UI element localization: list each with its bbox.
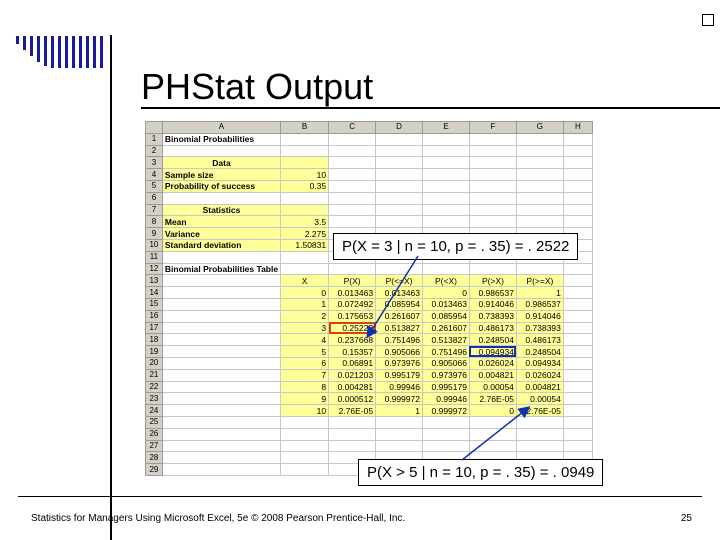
column-header-d[interactable]: D — [376, 122, 423, 134]
sheet-cell[interactable]: 0 — [469, 405, 516, 417]
row-header[interactable]: 27 — [146, 440, 163, 452]
callout-p-x-greater-5: P(X > 5 | n = 10, p = . 35) = . 0949 — [358, 459, 603, 486]
sheet-cell[interactable]: 0.513827 — [423, 334, 470, 346]
column-header-c[interactable]: C — [329, 122, 376, 134]
row-header[interactable]: 2 — [146, 145, 163, 157]
row-header[interactable]: 15 — [146, 298, 163, 310]
sheet-cell[interactable]: 2 — [281, 310, 329, 322]
arrow-to-p-gt-5 — [462, 408, 528, 460]
sheet-cell[interactable]: 6 — [281, 357, 329, 369]
sheet-cell[interactable]: 0.986537 — [516, 298, 563, 310]
sheet-cell[interactable]: 0.15357 — [329, 346, 376, 358]
sheet-cell[interactable]: 0.00054 — [516, 393, 563, 405]
sheet-cell[interactable]: 2.76E-05 — [516, 405, 563, 417]
sheet-cell[interactable]: 0.026024 — [516, 369, 563, 381]
sheet-cell[interactable]: 0.175653 — [329, 310, 376, 322]
sheet-cell[interactable]: 0.004281 — [329, 381, 376, 393]
row-header[interactable]: 19 — [146, 346, 163, 358]
column-header-b[interactable]: B — [281, 122, 329, 134]
row-header[interactable]: 6 — [146, 192, 163, 204]
sheet-cell[interactable]: 8 — [281, 381, 329, 393]
row-header[interactable]: 17 — [146, 322, 163, 334]
sheet-cell[interactable]: 0.072492 — [329, 298, 376, 310]
sheet-cell[interactable]: 5 — [281, 346, 329, 358]
row-header[interactable]: 5 — [146, 180, 163, 192]
sheet-cell[interactable]: 7 — [281, 369, 329, 381]
sheet-cell[interactable]: Binomial Probabilities — [162, 133, 280, 145]
sheet-cell[interactable]: 0.248504 — [516, 346, 563, 358]
row-header[interactable]: 21 — [146, 369, 163, 381]
footer-rule — [18, 496, 702, 497]
sheet-cell[interactable]: X — [281, 275, 329, 287]
sheet-cell[interactable]: 0.999972 — [376, 393, 423, 405]
row-header[interactable]: 26 — [146, 428, 163, 440]
sheet-cell[interactable]: 0.914046 — [469, 298, 516, 310]
sheet-cell[interactable]: 0.25222 — [329, 322, 376, 334]
sheet-cell[interactable]: 0.986537 — [469, 287, 516, 299]
sheet-cell[interactable]: 0.905066 — [376, 346, 423, 358]
sheet-cell[interactable]: 0.013463 — [423, 298, 470, 310]
sheet-cell[interactable]: 0.261607 — [423, 322, 470, 334]
row-header[interactable]: 29 — [146, 464, 163, 476]
sheet-cell[interactable]: 0.99946 — [376, 381, 423, 393]
row-header[interactable]: 22 — [146, 381, 163, 393]
sheet-cell[interactable]: Binomial Probabilities Table — [162, 263, 280, 275]
sheet-cell[interactable]: 0 — [281, 287, 329, 299]
sheet-cell[interactable]: 0.085954 — [376, 298, 423, 310]
sheet-cell[interactable]: 0.99946 — [423, 393, 470, 405]
sheet-cell[interactable]: 1 — [516, 287, 563, 299]
column-header-g[interactable]: G — [516, 122, 563, 134]
row-header[interactable]: 18 — [146, 334, 163, 346]
sheet-cell[interactable]: 1 — [376, 405, 423, 417]
sheet-cell[interactable]: 0.995179 — [376, 369, 423, 381]
sheet-cell[interactable]: 0.751496 — [423, 346, 470, 358]
sheet-cell[interactable]: 0.013463 — [376, 287, 423, 299]
sheet-cell[interactable]: P(<=X) — [376, 275, 423, 287]
sheet-cell[interactable]: Probability of success — [162, 180, 280, 192]
sheet-cell[interactable]: 4 — [281, 334, 329, 346]
sheet-cell[interactable]: 0.261607 — [376, 310, 423, 322]
sheet-cell[interactable]: 0.004821 — [516, 381, 563, 393]
sheet-cell[interactable]: 0.085954 — [423, 310, 470, 322]
sheet-cell[interactable]: Statistics — [162, 204, 280, 216]
slide-title: PHStat Output — [141, 66, 374, 107]
sheet-cell[interactable]: 0.513827 — [376, 322, 423, 334]
row-header[interactable]: 3 — [146, 157, 163, 169]
arrow-to-p-x-3 — [368, 256, 418, 336]
sheet-cell[interactable]: P(<X) — [423, 275, 470, 287]
sheet-cell[interactable]: 2.275 — [281, 228, 329, 240]
sheet-cell[interactable]: 0.06891 — [329, 357, 376, 369]
sheet-cell[interactable]: 0.00054 — [469, 381, 516, 393]
sheet-cell[interactable]: Data — [162, 157, 280, 169]
sheet-cell[interactable]: 0.914046 — [516, 310, 563, 322]
sheet-cell[interactable]: Variance — [162, 228, 280, 240]
sheet-cell[interactable]: 1.50831 — [281, 239, 329, 251]
sheet-cell[interactable]: 10 — [281, 169, 329, 181]
sheet-cell[interactable]: 3.5 — [281, 216, 329, 228]
sheet-cell[interactable]: Sample size — [162, 169, 280, 181]
sheet-cell[interactable]: 3 — [281, 322, 329, 334]
row-header[interactable]: 28 — [146, 452, 163, 464]
row-header[interactable]: 16 — [146, 310, 163, 322]
row-header[interactable]: 4 — [146, 169, 163, 181]
row-header[interactable]: 24 — [146, 405, 163, 417]
sheet-cell[interactable]: 0.021203 — [329, 369, 376, 381]
sheet-cell[interactable]: 0.738393 — [469, 310, 516, 322]
row-header[interactable]: 23 — [146, 393, 163, 405]
sheet-cell[interactable]: P(X) — [329, 275, 376, 287]
row-header[interactable]: 13 — [146, 275, 163, 287]
row-header[interactable]: 11 — [146, 251, 163, 263]
footer-text: Statistics for Managers Using Microsoft Excel, 5e © 2008 Pearson Prentice-Hall, Inc. — [31, 513, 406, 524]
sheet-cell[interactable]: P(>X) — [469, 275, 516, 287]
sheet-cell[interactable]: 1 — [281, 298, 329, 310]
sheet-cell[interactable]: 0.013463 — [329, 287, 376, 299]
row-header[interactable]: 20 — [146, 357, 163, 369]
sheet-cell[interactable]: 0.973976 — [376, 357, 423, 369]
row-header[interactable]: 25 — [146, 416, 163, 428]
sheet-cell[interactable]: 0.004821 — [469, 369, 516, 381]
row-header[interactable]: 7 — [146, 204, 163, 216]
sheet-cell[interactable]: P(>=X) — [516, 275, 563, 287]
row-header[interactable]: 10 — [146, 239, 163, 251]
column-header-e[interactable]: E — [423, 122, 470, 134]
column-header-h[interactable]: H — [563, 122, 592, 134]
row-header[interactable]: 8 — [146, 216, 163, 228]
sheet-cell[interactable]: 0.999972 — [423, 405, 470, 417]
sheet-cell[interactable]: 0.973976 — [423, 369, 470, 381]
sheet-cell[interactable]: Mean — [162, 216, 280, 228]
page-number: 25 — [680, 513, 692, 524]
callout-p-x-equals-3: P(X = 3 | n = 10, p = . 35) = . 2522 — [333, 233, 578, 260]
row-header[interactable]: 12 — [146, 263, 163, 275]
sheet-cell[interactable]: 0.486173 — [516, 334, 563, 346]
column-header-f[interactable]: F — [469, 122, 516, 134]
sheet-cell[interactable]: 2.76E-05 — [329, 405, 376, 417]
sheet-cell[interactable]: 0 — [423, 287, 470, 299]
row-header[interactable]: 14 — [146, 287, 163, 299]
sheet-cell[interactable]: 0.094934 — [516, 357, 563, 369]
sheet-cell[interactable]: 0.751496 — [376, 334, 423, 346]
sheet-cell[interactable]: 0.995179 — [423, 381, 470, 393]
sheet-cell[interactable]: 0.738393 — [516, 322, 563, 334]
sheet-cell[interactable]: 0.248504 — [469, 334, 516, 346]
sheet-cell[interactable]: 0.486173 — [469, 322, 516, 334]
sheet-cell[interactable]: 0.000512 — [329, 393, 376, 405]
sheet-cell[interactable]: 10 — [281, 405, 329, 417]
sheet-cell[interactable]: 9 — [281, 393, 329, 405]
sheet-cell[interactable]: 0.35 — [281, 180, 329, 192]
column-header-a[interactable]: A — [162, 122, 280, 134]
sheet-cell[interactable]: 0.905066 — [423, 357, 470, 369]
row-header[interactable]: 1 — [146, 133, 163, 145]
sheet-cell[interactable]: 0.094934 — [469, 346, 516, 358]
sheet-cell[interactable]: 0.026024 — [469, 357, 516, 369]
row-header[interactable]: 9 — [146, 228, 163, 240]
sheet-cell[interactable]: 2.76E-05 — [469, 393, 516, 405]
sheet-cell[interactable]: 0.237668 — [329, 334, 376, 346]
sheet-cell[interactable]: Standard deviation — [162, 239, 280, 251]
